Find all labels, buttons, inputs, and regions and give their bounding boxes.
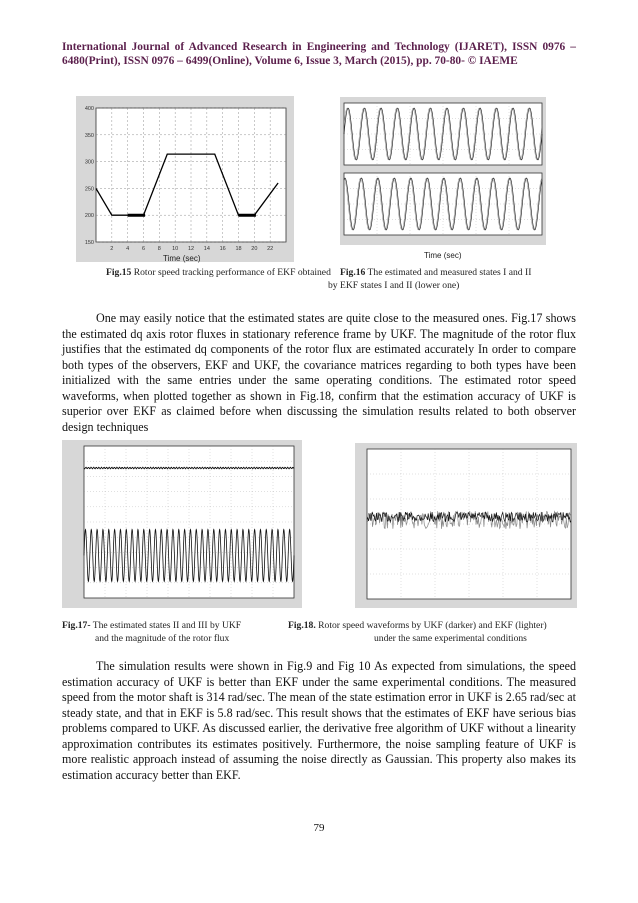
fig15-xtick: 20 [251, 246, 258, 252]
fig15-xtick: 10 [172, 246, 179, 252]
fig18-caption-text: Rotor speed waveforms by UKF (darker) and EKF (lighter) [315, 620, 547, 631]
journal-header: International Journal of Advanced Research in Engineering and Technology (IJARET), ISSN 0976 – 6480(Print), ISSN 0976 – 6499(Online), Volume 6, Issue 3, March (2015), pp. 70-80- © IAEME [62, 41, 576, 68]
fig18-chart [355, 443, 577, 608]
fig15-xtick: 2 [110, 246, 114, 252]
fig15-ytick: 200 [84, 213, 94, 220]
fig17-label: Fig.17- [62, 620, 91, 631]
fig16-xlabel: Time (sec) [424, 251, 462, 260]
fig15-xtick: 22 [267, 246, 274, 252]
fig18-caption-line2: under the same experimental conditions [374, 633, 527, 644]
fig17-chart [62, 440, 302, 608]
fig15-xtick: 4 [126, 246, 130, 252]
fig16-caption-line2: by EKF states I and II (lower one) [328, 280, 460, 291]
fig16-label: Fig.16 [340, 267, 366, 278]
fig15-xtick: 14 [203, 246, 210, 252]
fig15-xtick: 8 [157, 246, 161, 252]
fig15-ytick: 400 [84, 106, 94, 112]
fig15-caption [106, 267, 331, 280]
fig17-caption-line1 [62, 620, 241, 633]
fig15-ytick: 350 [84, 132, 94, 139]
fig15-xtick: 18 [235, 246, 242, 252]
fig16-caption-text: The estimated and measured states I and II [365, 267, 532, 278]
fig18-caption-line1 [288, 620, 547, 633]
fig15-chart [76, 96, 294, 262]
fig16-caption-line1 [340, 267, 531, 280]
fig15-ytick: 150 [84, 240, 94, 246]
paragraph-2: The simulation results were shown in Fig.9 and Fig 10 As expected from simulations, the speed estimation accuracy of UKF is better than EKF under the same experimental conditions. The measured speed from the motor shaft is 314 rad/sec. The mean of the state estimation error in UKF is 2.65 rad/sec at steady state, and that in EKF is 5.8 rad/sec. This result shows that the estimates of EKF have serious bias problems compared to UKF. As discussed earlier, the derivative free algorithm of UKF without a linearity approximation contributes its estimates positively. Furthermore, the noise sampling feature of UKF is more realistic approach instead of assuming the noise directly as Gaussian. This property also makes its estimation accuracy better than EKF. [62, 659, 576, 782]
fig17-caption-text: The estimated states II and III by UKF [90, 620, 242, 631]
fig15-xtick: 12 [187, 246, 195, 252]
fig15-xtick: 6 [141, 246, 146, 252]
fig15-xtick: 16 [219, 246, 226, 252]
fig17-caption-line2: and the magnitude of the rotor flux [95, 633, 230, 644]
fig15-caption-text: Rotor speed tracking performance of EKF obtained [131, 267, 331, 278]
fig18-label: Fig.18. [288, 620, 316, 631]
fig15-ytick: 300 [84, 159, 94, 166]
fig16-chart [340, 97, 546, 245]
page-number: 79 [313, 822, 325, 834]
paragraph-1: One may easily notice that the estimated states are quite close to the measured ones. Fig.17 shows the estimated dq axis rotor fluxes in stationary reference frame by UKF. The magnitude of the rotor flux justifies that the estimated dq components of the rotor flux are estimated accurately In order to compare both types of the observers, EKF and UKF, the covariance matrices regarding to both types have been initialized with the same entries under the same operating conditions. The estimated rotor speed waveforms, when plotted together as shown in Fig.18, confirm that the estimation accuracy of UKF is superior over EKF as claimed before when discussing the simulation results related to both observer design techniques [62, 311, 576, 434]
fig15-ytick: 250 [84, 186, 94, 193]
fig15-xlabel: Time (sec) [163, 254, 201, 263]
fig15-label: Fig.15 [106, 267, 132, 278]
